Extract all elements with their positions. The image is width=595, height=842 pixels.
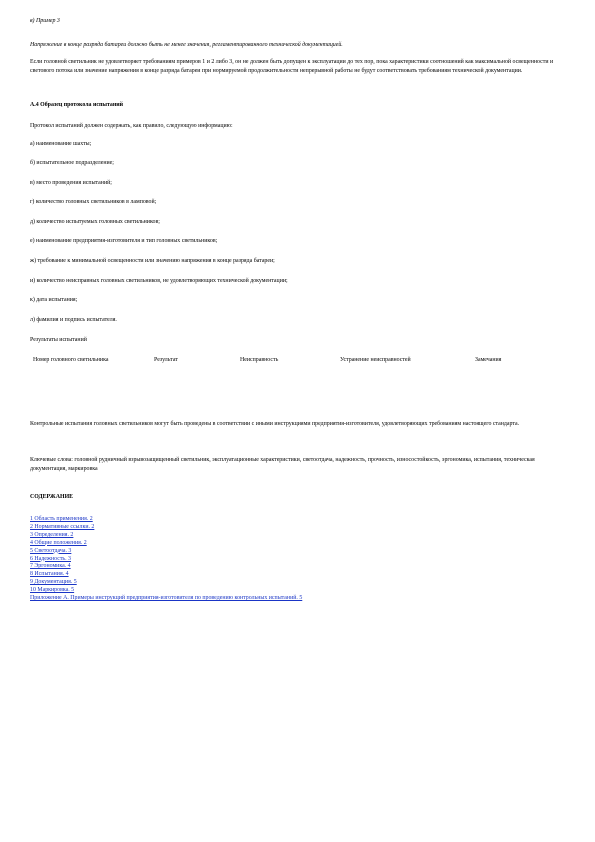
table-of-contents (30, 516, 302, 603)
example3-text: Напряжение в конце разряда батареи должно быть не менее значения, регламентированного технической документацией. (30, 42, 343, 48)
toc-link[interactable]: 5 Светоотдача. 3 (30, 547, 72, 554)
toc-item[interactable] (30, 595, 302, 603)
toc-link[interactable]: 2 Нормативные ссылки. 2 (30, 523, 95, 530)
toc-link[interactable]: 7 Эргономика. 4 (30, 563, 71, 570)
toc-item[interactable] (30, 548, 302, 556)
toc-item[interactable] (30, 563, 302, 571)
toc-link[interactable]: 4 Общие положения. 2 (30, 539, 87, 546)
toc-link[interactable]: 6 Надежность. 3 (30, 555, 71, 562)
toc-link[interactable]: 3 Определения. 2 (30, 531, 74, 538)
contents-title: СОДЕРЖАНИЕ (30, 494, 74, 500)
protocol-item: б) испытательное подразделение; (30, 160, 114, 166)
toc-item[interactable] (30, 571, 302, 579)
section-a4-intro: Протокол испытаний должен содержать, как правило, следующую информацию: (30, 123, 233, 129)
example3-heading: в) Пример 3 (30, 18, 60, 24)
results-col-fault: Неисправность (240, 357, 279, 363)
compliance-note: Если головной светильник не удовлетворяет требованиям примеров 1 и 2 либо 3, он не должен быть допущен к эксплуатации до тех пор, пока характеристики соотношений как максимальной освещенности и светового потока или значение напряжения в конце разряда батареи при нормируемой продолжительности непрерывной работы не будут соответствовать требованиям технической документации. (30, 59, 554, 74)
toc-link[interactable]: Приложение А. Примеры инструкций предприятия-изготовителя по проведению контрольных испытаний. 5 (30, 595, 303, 602)
results-title: Результаты испытаний (30, 337, 87, 343)
section-a4-title: А.4 Образец протокола испытаний (30, 102, 124, 108)
protocol-item: в) место проведения испытаний; (30, 180, 112, 186)
protocol-item: а) наименование шахты; (30, 141, 92, 147)
toc-link[interactable]: 8 Испытания. 4 (30, 571, 69, 578)
protocol-item: д) количество испытуемых головных светильников; (30, 219, 160, 225)
results-col-remarks: Замечания (475, 357, 502, 363)
toc-item[interactable] (30, 524, 302, 532)
toc-item[interactable] (30, 579, 302, 587)
keywords: Ключевые слова: головной рудничный взрывозащищенный светильник, эксплуатационные характеристики, светоотдача, надежность, прочность, износостойкость, эргономика, испытания, техническая документация, маркировка (30, 457, 535, 472)
results-col-result: Результат (154, 357, 178, 363)
protocol-item: и) количество неисправных головных светильников, не удовлетворяющих технической документации; (30, 278, 288, 284)
toc-item[interactable] (30, 587, 302, 595)
toc-item[interactable] (30, 532, 302, 540)
toc-item[interactable] (30, 516, 302, 524)
control-note: Контрольные испытания головных светильников могут быть проведены в соответствии с иными инструкциями предприятия-изготовителя, удовлетворяющих требованиям настоящего стандарта. (30, 421, 520, 427)
results-col-number: Номер головного светильника (33, 357, 109, 363)
toc-link[interactable]: 1 Область применения. 2 (30, 516, 93, 522)
protocol-item: е) наименование предприятия-изготовителя и тип головных светильников; (30, 238, 218, 244)
toc-item[interactable] (30, 540, 302, 548)
protocol-item: г) количество головных светильников в ламповой; (30, 199, 157, 205)
protocol-item: л) фамилия и подпись испытателя. (30, 317, 117, 323)
protocol-item: к) дата испытания; (30, 297, 78, 303)
toc-link[interactable]: 10 Маркировка. 5 (30, 587, 75, 594)
protocol-item: ж) требование к минимальной освещенности или значению напряжения в конце разряда батареи; (30, 258, 275, 264)
toc-item[interactable] (30, 556, 302, 564)
results-col-repair: Устранение неисправностей (340, 357, 411, 363)
toc-link[interactable]: 9 Документация. 5 (30, 579, 77, 586)
